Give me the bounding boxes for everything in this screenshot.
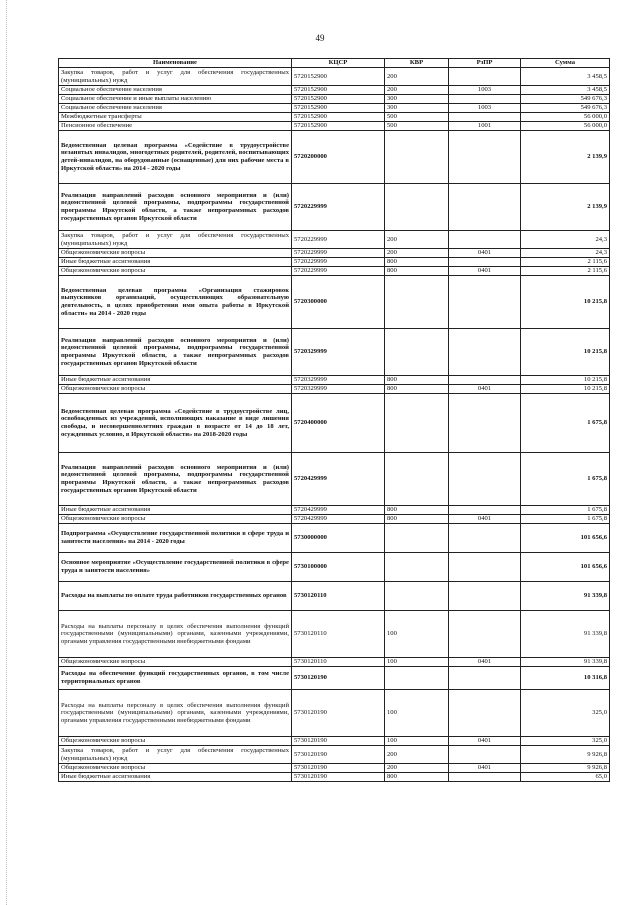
cell-kcsr: 5720429999 — [292, 506, 385, 515]
cell-kcsr: 5730120190 — [292, 737, 385, 746]
table-row — [59, 553, 610, 582]
cell-rzpr: 0401 — [449, 249, 521, 258]
cell-kcsr: 5730120190 — [292, 764, 385, 773]
table-row — [59, 506, 610, 515]
cell-kcsr: 5720152900 — [292, 113, 385, 122]
cell-rzpr — [449, 506, 521, 515]
header-rzpr: РзПР — [449, 59, 521, 68]
cell-rzpr: 1001 — [449, 122, 521, 131]
cell-kvr: 100 — [385, 611, 449, 658]
cell-rzpr — [449, 611, 521, 658]
cell-name: Расходы на выплаты по оплате труда работников государственных органов — [59, 582, 292, 611]
cell-name: Общеэкономические вопросы — [59, 249, 292, 258]
table-row — [59, 122, 610, 131]
table-row — [59, 746, 610, 764]
cell-name: Межбюджетные трансферты — [59, 113, 292, 122]
table-row — [59, 524, 610, 553]
cell-kcsr: 5720329999 — [292, 329, 385, 376]
cell-kcsr: 5730100000 — [292, 553, 385, 582]
cell-rzpr — [449, 184, 521, 231]
table-row — [59, 453, 610, 506]
table-row — [59, 258, 610, 267]
cell-kvr: 300 — [385, 95, 449, 104]
cell-kcsr: 5720229999 — [292, 258, 385, 267]
cell-kcsr: 5720152900 — [292, 122, 385, 131]
cell-name: Закупка товаров, работ и услуг для обеспечения государственных (муниципальных) нужд — [59, 746, 292, 764]
header-name: Наименование — [59, 59, 292, 68]
cell-sum: 91 339,8 — [521, 658, 610, 667]
cell-kcsr: 5730120190 — [292, 746, 385, 764]
cell-kvr: 500 — [385, 122, 449, 131]
cell-kvr — [385, 276, 449, 329]
table-row — [59, 267, 610, 276]
table-row — [59, 95, 610, 104]
cell-name: Общеэкономические вопросы — [59, 267, 292, 276]
cell-kvr — [385, 131, 449, 184]
cell-kcsr: 5720329999 — [292, 385, 385, 394]
cell-rzpr: 1003 — [449, 86, 521, 95]
cell-rzpr — [449, 690, 521, 737]
cell-name: Общеэкономические вопросы — [59, 658, 292, 667]
cell-kcsr: 5730120110 — [292, 658, 385, 667]
cell-name: Социальное обеспечение населения — [59, 104, 292, 113]
cell-name: Пенсионное обеспечение — [59, 122, 292, 131]
cell-sum: 24,3 — [521, 231, 610, 249]
cell-kvr: 100 — [385, 737, 449, 746]
cell-rzpr: 0401 — [449, 764, 521, 773]
table-row — [59, 231, 610, 249]
cell-rzpr — [449, 329, 521, 376]
cell-rzpr — [449, 453, 521, 506]
cell-name: Общеэкономические вопросы — [59, 764, 292, 773]
cell-name: Иные бюджетные ассигнования — [59, 773, 292, 782]
cell-rzpr — [449, 95, 521, 104]
cell-name: Основное мероприятие «Осуществление государственной политики в сфере труда и занятости населения» — [59, 553, 292, 582]
table-row — [59, 394, 610, 453]
cell-rzpr: 0401 — [449, 267, 521, 276]
table-row — [59, 249, 610, 258]
cell-kvr: 800 — [385, 773, 449, 782]
cell-rzpr — [449, 68, 521, 86]
cell-name: Социальное обеспечение населения — [59, 86, 292, 95]
cell-sum: 2 115,6 — [521, 267, 610, 276]
cell-sum: 101 656,6 — [521, 524, 610, 553]
cell-rzpr — [449, 553, 521, 582]
cell-kvr: 200 — [385, 746, 449, 764]
cell-kcsr: 5720229999 — [292, 267, 385, 276]
header-kvr: КВР — [385, 59, 449, 68]
cell-rzpr — [449, 258, 521, 267]
cell-name: Иные бюджетные ассигнования — [59, 506, 292, 515]
cell-kvr: 100 — [385, 690, 449, 737]
cell-kcsr: 5720200000 — [292, 131, 385, 184]
cell-sum: 10 316,8 — [521, 667, 610, 690]
table-row — [59, 515, 610, 524]
cell-name: Ведомственная целевая программа «Содействие в трудоустройстве незанятых инвалидов, многодетных родителей, родителей, воспитывающих детей-инвалидов, на оборудованные (оснащенные) для них рабочие места в Иркутской области» на 2014 - 2020 годы — [59, 131, 292, 184]
table-row — [59, 276, 610, 329]
cell-kcsr: 5730120190 — [292, 773, 385, 782]
cell-kvr: 800 — [385, 506, 449, 515]
cell-kcsr: 5730000000 — [292, 524, 385, 553]
cell-kvr: 800 — [385, 258, 449, 267]
cell-kvr: 200 — [385, 764, 449, 773]
cell-rzpr — [449, 376, 521, 385]
table-row — [59, 104, 610, 113]
scan-edge — [0, 0, 7, 905]
cell-name: Закупка товаров, работ и услуг для обеспечения государственных (муниципальных) нужд — [59, 68, 292, 86]
cell-kvr — [385, 329, 449, 376]
cell-name: Иные бюджетные ассигнования — [59, 258, 292, 267]
cell-rzpr — [449, 131, 521, 184]
cell-name: Реализация направлений расходов основного мероприятия и (или) ведомственной целевой программы, подпрограммы государственной программы Иркутской области, а также непрограммных расходов государственных органов Иркутской области — [59, 453, 292, 506]
cell-kcsr: 5720229999 — [292, 184, 385, 231]
cell-sum: 2 139,9 — [521, 184, 610, 231]
cell-kcsr: 5730120190 — [292, 667, 385, 690]
cell-sum: 9 926,8 — [521, 764, 610, 773]
cell-kcsr: 5720152900 — [292, 86, 385, 95]
cell-kcsr: 5720152900 — [292, 104, 385, 113]
cell-sum: 24,3 — [521, 249, 610, 258]
cell-sum: 325,0 — [521, 737, 610, 746]
cell-kcsr: 5720229999 — [292, 231, 385, 249]
cell-rzpr — [449, 667, 521, 690]
cell-name: Подпрограмма «Осуществление государственной политики в сфере труда и занятости населения» на 2014 - 2020 годы — [59, 524, 292, 553]
cell-kcsr: 5720300000 — [292, 276, 385, 329]
cell-sum: 56 000,0 — [521, 113, 610, 122]
cell-sum: 549 676,3 — [521, 95, 610, 104]
cell-sum: 10 215,8 — [521, 329, 610, 376]
header-sum: Сумма — [521, 59, 610, 68]
cell-kvr: 200 — [385, 68, 449, 86]
table-row — [59, 329, 610, 376]
cell-kvr: 800 — [385, 376, 449, 385]
table-row — [59, 113, 610, 122]
cell-name: Реализация направлений расходов основного мероприятия и (или) ведомственной целевой программы, подпрограммы государственной программы Иркутской области, а также непрограммных расходов государственных органов Иркутской области — [59, 184, 292, 231]
cell-kcsr: 5730120190 — [292, 690, 385, 737]
cell-sum: 1 675,8 — [521, 506, 610, 515]
budget-table — [58, 58, 610, 782]
cell-sum: 56 000,0 — [521, 122, 610, 131]
table-row — [59, 131, 610, 184]
cell-sum: 1 675,8 — [521, 453, 610, 506]
cell-kcsr: 5720152900 — [292, 68, 385, 86]
cell-kvr: 800 — [385, 267, 449, 276]
cell-name: Ведомственная целевая программа «Содействие в трудоустройстве лиц, освобожденных из учреждений, исполняющих наказание в виде лишения свободы, и несовершеннолетних граждан в возрасте от 14 до 18 лет, осужденных условно, в Иркутской области» на 2018-2020 годы — [59, 394, 292, 453]
cell-kcsr: 5720400000 — [292, 394, 385, 453]
cell-sum: 10 215,8 — [521, 276, 610, 329]
cell-name: Общеэкономические вопросы — [59, 737, 292, 746]
cell-rzpr — [449, 524, 521, 553]
cell-kvr: 500 — [385, 113, 449, 122]
cell-name: Расходы на обеспечение функций государственных органов, в том числе территориальных органов — [59, 667, 292, 690]
cell-sum: 3 458,5 — [521, 68, 610, 86]
cell-kvr: 100 — [385, 658, 449, 667]
table-row — [59, 68, 610, 86]
table-row — [59, 690, 610, 737]
cell-rzpr — [449, 746, 521, 764]
cell-kcsr: 5720429999 — [292, 515, 385, 524]
cell-kcsr: 5730120110 — [292, 611, 385, 658]
cell-kcsr: 5720429999 — [292, 453, 385, 506]
cell-kcsr: 5720229999 — [292, 249, 385, 258]
cell-kcsr: 5720152900 — [292, 95, 385, 104]
cell-sum: 2 115,6 — [521, 258, 610, 267]
cell-sum: 3 458,5 — [521, 86, 610, 95]
cell-rzpr: 0401 — [449, 658, 521, 667]
cell-sum: 65,0 — [521, 773, 610, 782]
cell-sum: 10 215,8 — [521, 376, 610, 385]
cell-sum: 1 675,8 — [521, 394, 610, 453]
cell-rzpr — [449, 113, 521, 122]
cell-name: Реализация направлений расходов основного мероприятия и (или) ведомственной целевой программы, подпрограммы государственной программы Иркутской области, а также непрограммных расходов государственных органов Иркутской области — [59, 329, 292, 376]
table-row — [59, 764, 610, 773]
cell-kvr — [385, 184, 449, 231]
table-row — [59, 86, 610, 95]
cell-name: Социальное обеспечение и иные выплаты населению — [59, 95, 292, 104]
cell-name: Закупка товаров, работ и услуг для обеспечения государственных (муниципальных) нужд — [59, 231, 292, 249]
cell-rzpr: 0401 — [449, 515, 521, 524]
cell-name: Расходы на выплаты персоналу в целях обеспечения выполнения функций государственными (муниципальными) органами, казенными учреждениями, органами управления государственными внебюджетными фондами — [59, 611, 292, 658]
cell-kvr — [385, 553, 449, 582]
cell-kvr — [385, 582, 449, 611]
cell-kcsr: 5730120110 — [292, 582, 385, 611]
table-row — [59, 582, 610, 611]
cell-sum: 101 656,6 — [521, 553, 610, 582]
cell-sum: 91 339,8 — [521, 611, 610, 658]
cell-sum: 325,0 — [521, 690, 610, 737]
cell-kvr: 300 — [385, 104, 449, 113]
cell-kvr: 800 — [385, 515, 449, 524]
table-row — [59, 737, 610, 746]
cell-sum: 2 139,9 — [521, 131, 610, 184]
cell-sum: 1 675,8 — [521, 515, 610, 524]
cell-kcsr: 5720329999 — [292, 376, 385, 385]
cell-sum: 549 676,3 — [521, 104, 610, 113]
cell-name: Иные бюджетные ассигнования — [59, 376, 292, 385]
table-row — [59, 773, 610, 782]
table-row — [59, 385, 610, 394]
table-row — [59, 667, 610, 690]
cell-kvr: 200 — [385, 231, 449, 249]
cell-kvr: 200 — [385, 86, 449, 95]
table-row — [59, 658, 610, 667]
table-row — [59, 376, 610, 385]
cell-kvr: 800 — [385, 385, 449, 394]
cell-rzpr — [449, 773, 521, 782]
table-row — [59, 184, 610, 231]
page-number: 49 — [315, 33, 325, 43]
cell-kvr — [385, 667, 449, 690]
cell-name: Расходы на выплаты персоналу в целях обеспечения выполнения функций государственными (муниципальными) органами, казенными учреждениями, органами управления государственными внебюджетными фондами — [59, 690, 292, 737]
cell-rzpr: 0401 — [449, 737, 521, 746]
cell-kvr — [385, 453, 449, 506]
cell-rzpr — [449, 231, 521, 249]
cell-name: Ведомственная целевая программа «Организация стажировок выпускников организаций, осуществляющих образовательную деятельность, в целях приобретения ими опыта работы в Иркутской области» на 2014 - 2020 годы — [59, 276, 292, 329]
cell-rzpr: 0401 — [449, 385, 521, 394]
cell-kvr — [385, 394, 449, 453]
table-header-row — [59, 59, 610, 68]
cell-rzpr: 1003 — [449, 104, 521, 113]
cell-rzpr — [449, 582, 521, 611]
cell-rzpr — [449, 276, 521, 329]
cell-rzpr — [449, 394, 521, 453]
cell-sum: 9 926,8 — [521, 746, 610, 764]
cell-sum: 91 339,8 — [521, 582, 610, 611]
cell-sum: 10 215,8 — [521, 385, 610, 394]
cell-kvr — [385, 524, 449, 553]
cell-name: Общеэкономические вопросы — [59, 385, 292, 394]
table-row — [59, 611, 610, 658]
header-kcsr: КЦСР — [292, 59, 385, 68]
cell-name: Общеэкономические вопросы — [59, 515, 292, 524]
cell-kvr: 200 — [385, 249, 449, 258]
